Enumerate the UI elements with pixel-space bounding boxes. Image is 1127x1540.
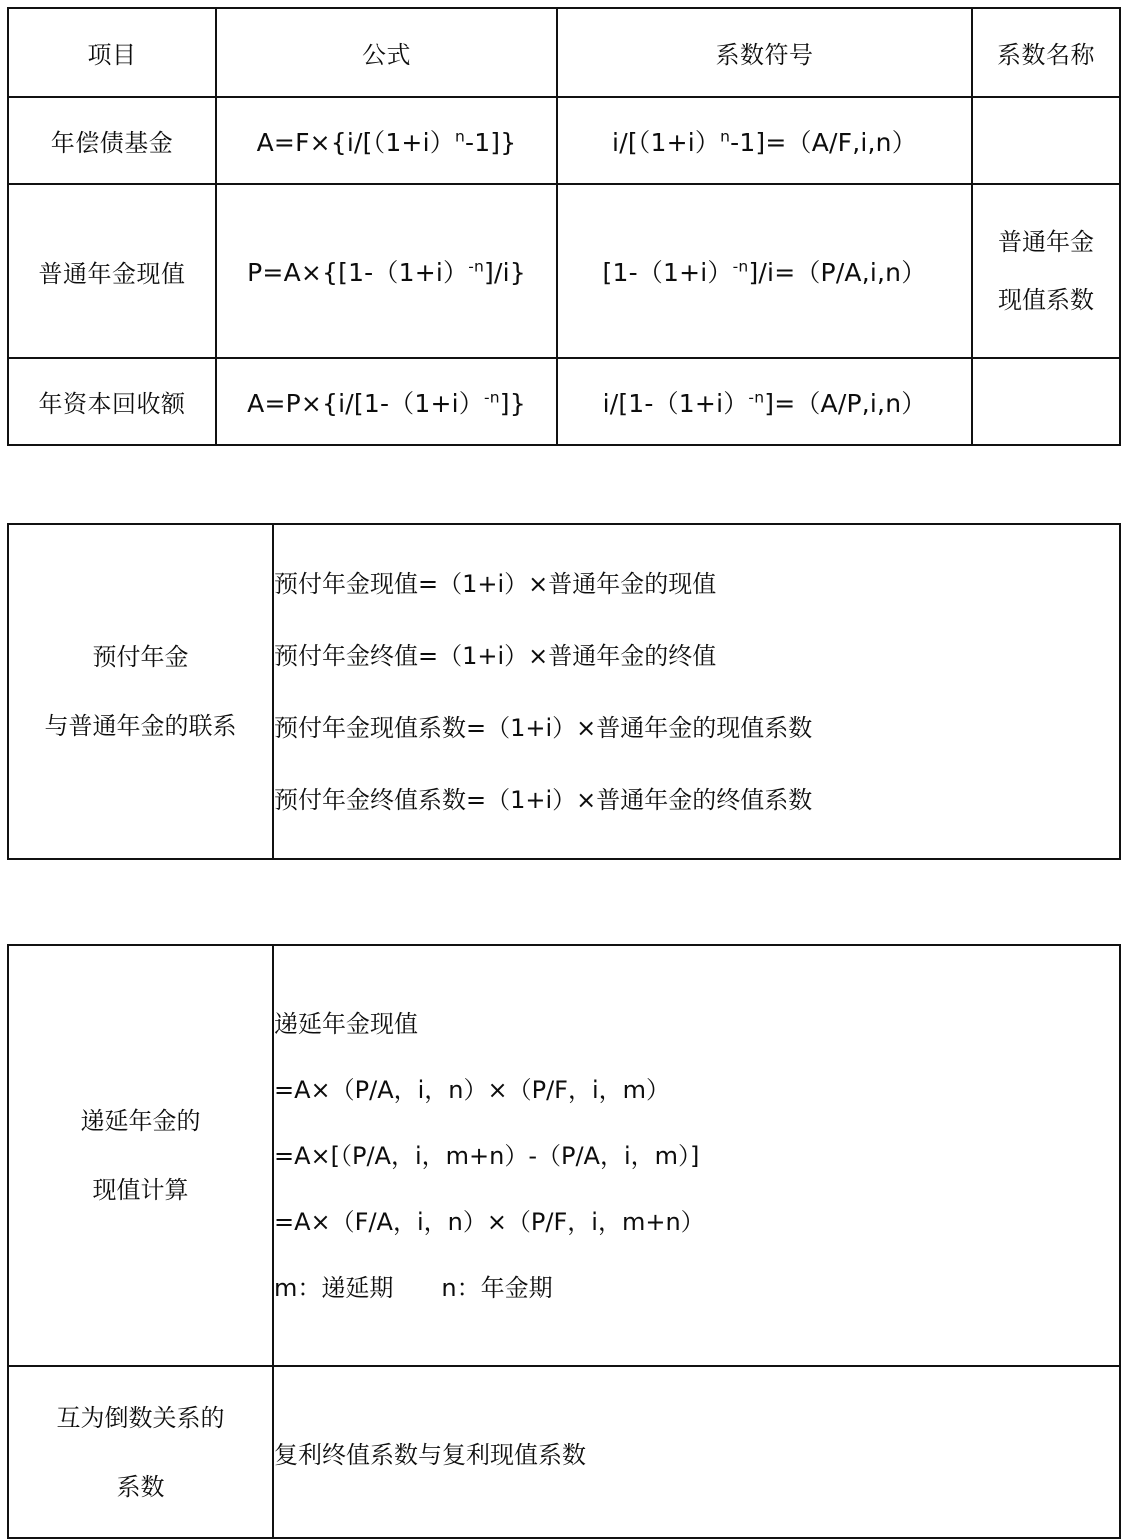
row-symbol-text xyxy=(603,389,927,418)
row-item-cell xyxy=(8,97,216,184)
symbol-prefix: [1-（1+i） xyxy=(602,258,733,287)
row-coefficient-name-line1: 普通年金 xyxy=(998,228,1094,256)
column-header-formula-label: 公式 xyxy=(362,41,411,69)
column-header-symbol-label: 系数符号 xyxy=(715,41,814,69)
reciprocal-coefficients-content-cell: 复利终值系数与复利现值系数 xyxy=(273,1366,1120,1538)
row-formula-cell xyxy=(216,97,557,184)
row-formula-text xyxy=(247,389,526,418)
reciprocal-coefficients-label-line2: 系数 xyxy=(116,1472,165,1501)
row-formula-cell xyxy=(216,358,557,445)
symbol-suffix: ]=（A/P,i,n） xyxy=(764,388,927,418)
annuity-due-relation-table xyxy=(7,523,1121,860)
table-row xyxy=(8,184,1120,358)
row-coefficient-name-cell xyxy=(972,184,1120,358)
table-row xyxy=(8,1366,1120,1538)
deferred-annuity-line: 递延年金现值 xyxy=(274,1009,418,1038)
table-row xyxy=(8,524,1120,859)
row-coefficient-name-cell xyxy=(972,358,1120,445)
annuity-due-label-line2: 与普通年金的联系 xyxy=(44,712,237,740)
deferred-annuity-table xyxy=(7,944,1121,1539)
table-row xyxy=(8,945,1120,1366)
row-symbol-cell xyxy=(557,184,972,358)
column-header-coefficient-name xyxy=(972,8,1120,97)
row-coefficient-name-cell xyxy=(972,97,1120,184)
table-row xyxy=(8,97,1120,184)
formula-exponent: -n xyxy=(483,388,500,407)
symbol-exponent: n xyxy=(720,127,731,146)
column-header-symbol xyxy=(557,8,972,97)
symbol-suffix: ]/i=（P/A,i,n） xyxy=(748,258,927,287)
table-row xyxy=(8,358,1120,445)
row-symbol-cell xyxy=(557,97,972,184)
deferred-annuity-label-cell xyxy=(8,945,273,1366)
annuity-due-label-cell xyxy=(8,524,273,859)
row-coefficient-name-line2: 现值系数 xyxy=(998,286,1094,314)
row-item-label: 年偿债基金 xyxy=(50,129,174,157)
row-symbol-text xyxy=(612,128,917,157)
annuity-due-content-cell xyxy=(273,524,1120,859)
reciprocal-coefficients-label-cell xyxy=(8,1366,273,1538)
annuity-due-relation-line: 预付年金现值=（1+i）×普通年金的现值 xyxy=(274,569,717,598)
deferred-annuity-line: =A×（P/A，i，n）×（P/F，i，m） xyxy=(274,1075,671,1104)
row-formula-text xyxy=(247,258,526,287)
annuity-due-relation-line: 预付年金终值系数=（1+i）×普通年金的终值系数 xyxy=(274,785,813,814)
formula-exponent: -n xyxy=(468,257,485,276)
symbol-exponent: -n xyxy=(732,257,749,276)
annuity-due-label-line1: 预付年金 xyxy=(92,643,189,671)
formula-prefix: A=F×{i/[（1+i） xyxy=(256,127,455,157)
reciprocal-coefficients-label-line1: 互为倒数关系的 xyxy=(56,1403,225,1432)
formula-prefix: A=P×{i/[1-（1+i） xyxy=(247,388,484,418)
column-header-coefficient-name-label: 系数名称 xyxy=(997,41,1095,69)
row-symbol-cell xyxy=(557,358,972,445)
row-formula-cell xyxy=(216,184,557,358)
formula-prefix: P=A×{[1-（1+i） xyxy=(247,258,469,287)
symbol-suffix: -1]=（A/F,i,n） xyxy=(730,127,917,157)
row-formula-text xyxy=(257,128,517,157)
annuity-due-relation-line: 预付年金现值系数=（1+i）×普通年金的现值系数 xyxy=(274,713,813,742)
symbol-prefix: i/[（1+i） xyxy=(612,127,721,157)
column-header-item xyxy=(8,8,216,97)
annuity-formula-table xyxy=(7,7,1121,446)
deferred-annuity-notation-line: m：递延期 n：年金期 xyxy=(274,1273,553,1302)
formula-suffix: -1]} xyxy=(464,127,517,157)
row-item-label: 普通年金现值 xyxy=(38,259,186,288)
deferred-annuity-label-line1: 递延年金的 xyxy=(80,1107,201,1135)
column-header-item-label: 项目 xyxy=(87,41,137,69)
row-item-cell xyxy=(8,358,216,445)
deferred-annuity-content-cell xyxy=(273,945,1120,1366)
row-item-cell xyxy=(8,184,216,358)
table-header-row xyxy=(8,8,1120,97)
column-header-formula xyxy=(216,8,557,97)
row-symbol-text xyxy=(603,258,927,287)
deferred-annuity-line: =A×[（P/A，i，m+n）-（P/A，i，m）] xyxy=(274,1141,700,1170)
row-item-label: 年资本回收额 xyxy=(38,390,186,418)
symbol-exponent: -n xyxy=(748,388,765,407)
formula-suffix: ]/i} xyxy=(484,258,526,287)
formula-exponent: n xyxy=(454,127,465,146)
symbol-prefix: i/[1-（1+i） xyxy=(602,388,749,418)
deferred-annuity-label-line2: 现值计算 xyxy=(92,1176,189,1204)
deferred-annuity-line: =A×（F/A，i，n）×（P/F，i，m+n） xyxy=(274,1207,705,1236)
annuity-due-relation-line: 预付年金终值=（1+i）×普通年金的终值 xyxy=(274,641,717,670)
formula-suffix: ]} xyxy=(499,388,526,418)
